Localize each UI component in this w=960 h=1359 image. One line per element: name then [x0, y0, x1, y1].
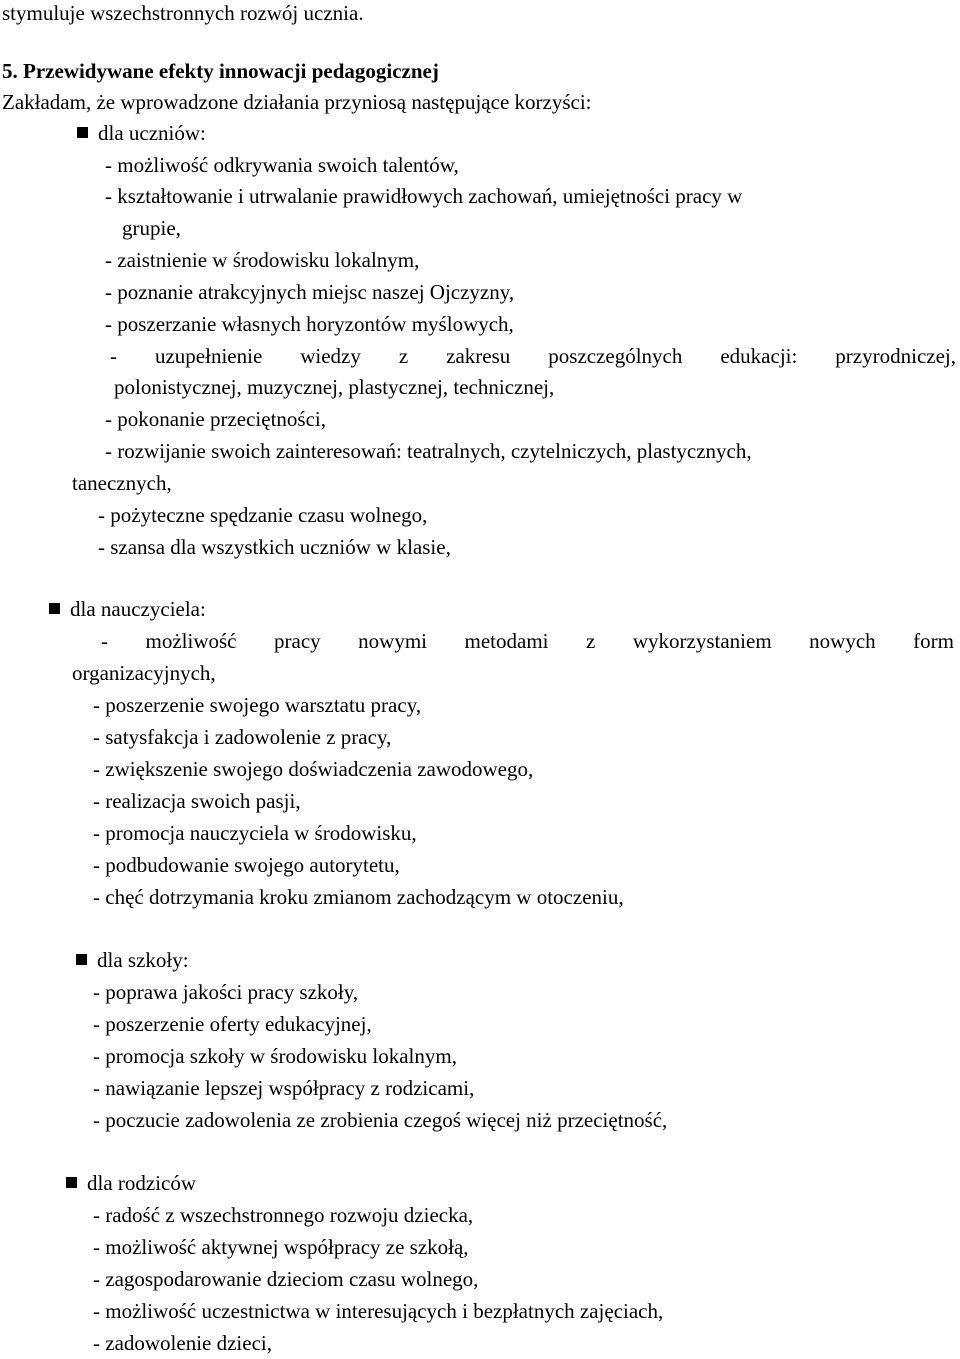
list-item: - pokonanie przeciętności, — [105, 407, 326, 431]
section-heading: 5. Przewidywane efekty innowacji pedagogicznej — [2, 59, 439, 83]
intro-line: stymuluje wszechstronnych rozwój ucznia. — [2, 1, 364, 25]
school-title: dla szkoły: — [97, 948, 189, 972]
students-title: dla uczniów: — [98, 121, 206, 145]
teacher-heading — [49, 594, 206, 625]
list-item: polonistycznej, muzycznej, plastycznej, technicznej, — [114, 375, 555, 399]
list-item: - satysfakcja i zadowolenie z pracy, — [93, 725, 392, 749]
bullet-icon — [49, 603, 60, 614]
list-item: - możliwość uczestnictwa w interesujących i bezpłatnych zajęciach, — [93, 1299, 664, 1323]
list-item: - pożyteczne spędzanie czasu wolnego, — [98, 503, 428, 527]
section-lead: Zakładam, że wprowadzone działania przyniosą następujące korzyści: — [2, 90, 592, 114]
list-item: - poszerzenie swojego warsztatu pracy, — [93, 693, 422, 717]
list-item: - poczucie zadowolenia ze zrobienia czegoś więcej niż przeciętność, — [93, 1108, 668, 1132]
list-item: - nawiązanie lepszej współpracy z rodzicami, — [93, 1076, 475, 1100]
students-heading — [77, 118, 206, 149]
list-item: - rozwijanie swoich zainteresowań: teatralnych, czytelniczych, plastycznych, — [105, 439, 752, 463]
list-item: organizacyjnych, — [72, 661, 216, 685]
list-item: tanecznych, — [72, 471, 172, 495]
list-item: - uzupełnienie wiedzy z zakresu poszczególnych edukacji: przyrodniczej, — [110, 344, 956, 368]
list-item: - zwiększenie swojego doświadczenia zawodowego, — [93, 757, 534, 781]
list-item: - poszerzenie oferty edukacyjnej, — [93, 1012, 372, 1036]
list-item: - zaistnienie w środowisku lokalnym, — [105, 248, 420, 272]
bullet-icon — [76, 954, 87, 965]
list-item: - możliwość pracy nowymi metodami z wykorzystaniem nowych form — [101, 629, 954, 653]
bullet-icon — [66, 1177, 77, 1188]
list-item: - możliwość aktywnej współpracy ze szkołą, — [93, 1235, 469, 1259]
list-item: - zadowolenie dzieci, — [93, 1331, 272, 1355]
list-item: - szansa dla wszystkich uczniów w klasie, — [98, 535, 451, 559]
list-item: - poznanie atrakcyjnych miejsc naszej Ojczyzny, — [105, 280, 515, 304]
list-item: - promocja szkoły w środowisku lokalnym, — [93, 1044, 457, 1068]
list-item: grupie, — [122, 216, 181, 240]
school-heading — [76, 945, 189, 976]
parents-title: dla rodziców — [87, 1171, 197, 1195]
list-item: - promocja nauczyciela w środowisku, — [93, 821, 417, 845]
list-item: - realizacja swoich pasji, — [93, 789, 301, 813]
list-item: - możliwość odkrywania swoich talentów, — [105, 153, 459, 177]
list-item: - podbudowanie swojego autorytetu, — [93, 853, 400, 877]
parents-heading — [66, 1168, 196, 1199]
list-item: - poszerzanie własnych horyzontów myślowych, — [105, 312, 514, 336]
list-item: - chęć dotrzymania kroku zmianom zachodzącym w otoczeniu, — [93, 885, 624, 909]
teacher-title: dla nauczyciela: — [70, 597, 206, 621]
list-item: - kształtowanie i utrwalanie prawidłowych zachowań, umiejętności pracy w — [105, 184, 743, 208]
bullet-icon — [77, 127, 88, 138]
list-item: - zagospodarowanie dzieciom czasu wolnego, — [93, 1267, 479, 1291]
list-item: - poprawa jakości pracy szkoły, — [93, 980, 359, 1004]
list-item: - radość z wszechstronnego rozwoju dziecka, — [93, 1203, 474, 1227]
